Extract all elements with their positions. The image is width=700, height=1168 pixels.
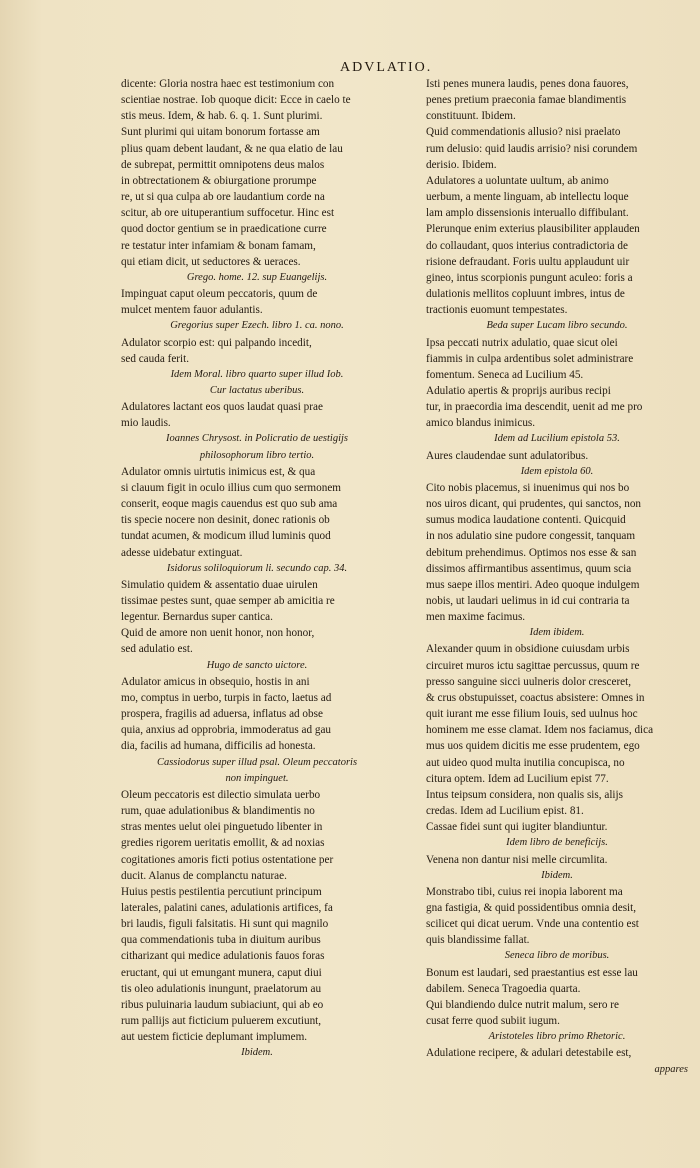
citation: Idem ibidem. <box>529 627 585 639</box>
citation: Idem Moral. libro quarto super illud Iob. Cur lactatus uberibus. <box>170 368 344 396</box>
paragraph: Adulator amicus in obsequio, hostis in ani mo, comptus in uerbo, turpis in facto, laetus ad prospera, fragilis ad aduersa, inflatus ad obse quia, anxius ad opprobria, immoderatus ad gau dia, facilis ad humana, difficilis ad honesta. <box>121 675 332 753</box>
running-head: ADVLATIO. <box>340 60 433 75</box>
citation: Hugo de sancto uictore. <box>206 659 308 671</box>
left-column <box>121 76 393 1062</box>
paragraph: Cito nobis placemus, si inuenimus qui nos bo nos uiros dicant, qui prudentes, qui sanctos, non sumus modica laudatione contenti. Quicquid in nos adulatio sine pudore congessit, tanquam debitum prehendimus. Optimos nos esse & san dissimos affirmantibus assentimus, quum scia mus saepe illos mentiri. Adeo quoque indulgem nobis, ut laudari uelimus in id cui contraria ta men maxime facimus. <box>426 481 642 624</box>
paragraph: Qui blandiendo dulce nutrit malum, sero re cusat ferre quod subiit iugum. <box>426 998 619 1028</box>
paragraph: dicente: Gloria nostra haec est testimonium con scientiae nostrae. Iob quoque dicit: Ecce in caelo te stis meus. Idem, & hab. 6. q. 1. Sunt plurimi. <box>121 78 351 123</box>
paragraph: Aures claudendae sunt adulatoribus. <box>426 449 589 462</box>
paragraph: Adulator omnis uirtutis inimicus est, & qua si clauum figit in oculo illius cum quo sermonem conserit, eoque magis cauendus est quo sub ama tis specie nocere non desinit, donec rationis ob tundat acumen, & modicum illud luminis quod adesse uidebatur extinguat. <box>121 465 341 559</box>
paragraph: Intus teipsum considera, non qualis sis, alijs credas. Idem ad Lucilium epist. 81. <box>426 788 624 818</box>
paragraph: Adulatores a uoluntate uultum, ab animo uerbum, a mente linguam, ab intellectu loque lam amplo dissensionis interuallo diffibulant. Plerunque enim exterius plausibiliter applauden do collaudant, quos interius contradictoria de risione defraudant. Foris uultu applaudunt uir gineo, intus scorpionis pungunt aculeo: foris a dulationis mellitos copluunt imbres, intus de tractionis euomunt tempestates. <box>426 174 640 317</box>
citation: Cassiodorus super illud psal. Oleum peccatoris non impinguet. <box>156 756 358 784</box>
citation: Gregorius super Ezech. libro 1. ca. nono. <box>170 320 344 332</box>
paragraph: Quid commendationis allusio? nisi praelato rum delusio: quid laudis arrisio? nisi corundem derisio. Ibidem. <box>426 126 638 171</box>
paragraph: Alexander quum in obsidione cuiusdam urbis circuiret muros ictu sagittae percussus, quum re presso sanguine sicci uulneris dolor cresceret, & crus obstupuisset, coactus absistere: Omnes in quit iurant me esse filium Iouis, sed uulnus hoc hominem me esse clamat. Idem nos faciamus, dica mus uos quidem dicitis me esse prudentem, ego aut uideo quod multa inutilia concupisca, no citura optem. Idem ad Lucilium epist 77. <box>426 643 654 785</box>
citation: Isidorus soliloquiorum li. secundo cap. 34. <box>166 562 348 574</box>
paragraph: Huius pestis pestilentia percutiunt principum laterales, palatini canes, adulationis artifices, fa bri laudis, figuli falsitatis. Hi sunt qui magnilo qua commendationis tuba in diuitum auribus citharizant qui medice adulationis fauos foras eructant, qui ut emungant munera, caput diui tis oleo adulationis inungunt, praelatorum au ribus puluinaria laudum subiaciunt, qui ab eo rum pallijs aut ficticium puluerem excutiunt, aut uestem ficticie deplumant implumem. <box>121 885 333 1044</box>
paragraph: Cassae fidei sunt qui iugiter blandiuntur. <box>426 821 608 834</box>
citation: Idem libro de beneficijs. <box>506 837 608 849</box>
paragraph: Isti penes munera laudis, penes dona fauores, penes pretium praeconia famae blandimentis constituunt. Ibidem. <box>426 78 629 123</box>
paragraph: Sunt plurimi qui uitam bonorum fortasse am plius quam debent laudant, & ne qua elatio de lau de subrepat, permittit omnipotens deus malos in obtrectationem & obiurgatione prorumpe re, ut si qua culpa ab ore laudantium corde na scitur, ab ore uituperantium suffocetur. Hinc est quod doctor gentium se in praedicatione curre re testatur inter infamiam & bonam famam, qui etiam dicit, ut seductores & ueraces. <box>121 126 343 268</box>
citation: Idem ad Lucilium epistola 53. <box>494 433 620 445</box>
paragraph: Simulatio quidem & assentatio duae uirulen tissimae pestes sunt, quae semper ab amicitia re legentur. Bernardus super cantica. <box>121 578 335 624</box>
citation: Seneca libro de moribus. <box>504 950 610 962</box>
paragraph: Monstrabo tibi, cuius rei inopia laborent ma gna fastigia, & quid possidentibus omnia desit, scilicet qui dicat uerum. Vnde una contentio est quis blandissime fallat. <box>426 885 639 947</box>
citation: Ioannes Chrysost. in Policratio de uestigijs philosophorum libro tertio. <box>166 433 348 461</box>
right-column <box>426 76 688 1078</box>
paragraph: Adulatio apertis & proprijs auribus recipi tur, in praecordia ima descendit, uenit ad me pro amico blandus inimicus. <box>426 384 643 430</box>
citation: Aristoteles libro primo Rhetoric. <box>488 1031 626 1043</box>
paragraph: Adulatione recipere, & adulari detestabile est, <box>426 1047 632 1060</box>
citation: Ibidem. <box>241 1047 273 1059</box>
paragraph: Impinguat caput oleum peccatoris, quum de mulcet mentem fauor adulantis. <box>121 288 318 317</box>
paragraph: Ipsa peccati nutrix adulatio, quae sicut olei fiammis in culpa ardentibus solet administrare fomentum. Seneca ad Lucilium 45. <box>426 336 634 381</box>
paragraph: Bonum est laudari, sed praestantius est esse lau dabilem. Seneca Tragoedia quarta. <box>426 966 638 995</box>
citation: Beda super Lucam libro secundo. <box>486 320 628 332</box>
paragraph: Oleum peccatoris est dilectio simulata uerbo rum, quae adulationibus & blandimentis no stras mentes uelut olei pinguetudo libenter in gredies rigorem ueritatis emollit, & ad noxias cogitationes amoris ficti potius ostentatione per ducit. Alanus de complanctu naturae. <box>121 788 334 882</box>
citation: Grego. home. 12. sup Euangelijs. <box>186 271 328 283</box>
citation: Idem epistola 60. <box>520 465 594 477</box>
citation: Ibidem. <box>541 869 573 881</box>
paragraph: Adulator scorpio est: qui palpando incedit, sed cauda ferit. <box>121 336 312 365</box>
paragraph: Venena non dantur nisi melle circumlita. <box>426 853 608 866</box>
paragraph: Quid de amore non uenit honor, non honor, sed adulatio est. <box>121 627 315 656</box>
paragraph: Adulatores lactant eos quos laudat quasi prae mio laudis. <box>121 401 323 430</box>
citation: appares <box>654 1063 688 1075</box>
